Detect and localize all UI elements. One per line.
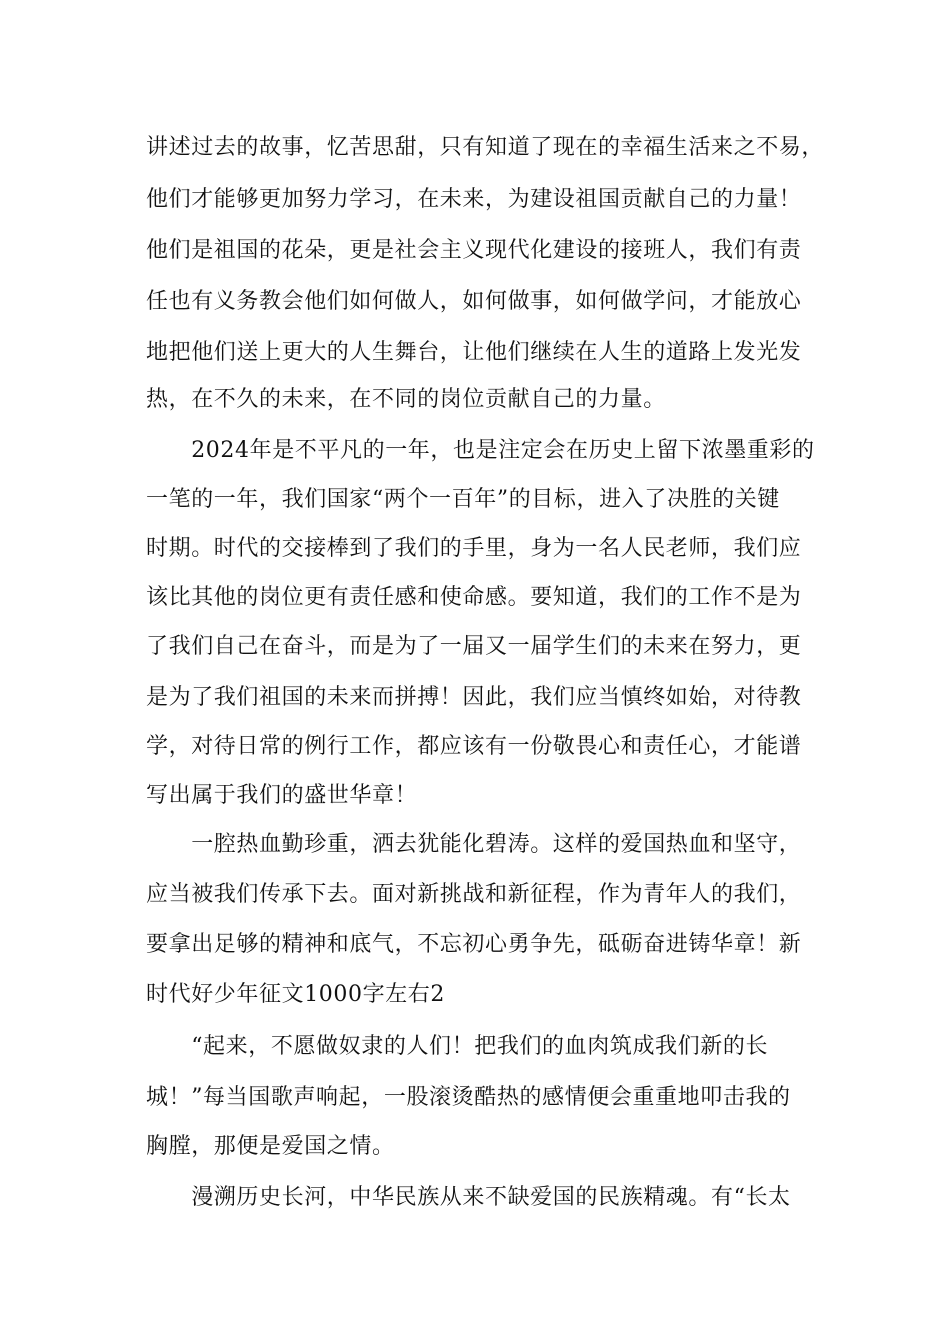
text-line: 任也有义务教会他们如何做人，如何做事，如何做学问，才能放心: [146, 289, 802, 314]
text-line: 漫溯历史长河，中华民族从来不缺爱国的民族精魂。有“长太: [146, 1185, 791, 1210]
text-line: 2024年是不平凡的一年，也是注定会在历史上留下浓墨重彩的: [146, 438, 815, 463]
text-line: 是为了我们祖国的未来而拼搏！因此，我们应当慎终如始，对待教: [146, 685, 802, 710]
text-line: 讲述过去的故事，忆苦思甜，只有知道了现在的幸福生活来之不易，: [146, 135, 825, 160]
text-line: 时期。时代的交接棒到了我们的手里，身为一名人民老师，我们应: [146, 536, 802, 561]
text-line: 他们是祖国的花朵，更是社会主义现代化建设的接班人，我们有责: [146, 238, 802, 263]
text-line: 要拿出足够的精神和底气，不忘初心勇争先，砥砺奋进铸华章！新: [146, 932, 802, 957]
text-line: 一腔热血勤珍重，洒去犹能化碧涛。这样的爱国热血和坚守，: [146, 832, 802, 857]
text-line: 一笔的一年，我们国家“两个一百年”的目标，进入了决胜的关键: [146, 487, 780, 512]
text-line: 他们才能够更加努力学习，在未来，为建设祖国贡献自己的力量！: [146, 187, 802, 212]
text-line: 胸膛，那便是爱国之情。: [146, 1134, 395, 1159]
text-line: 时代好少年征文1000字左右2: [146, 982, 445, 1007]
text-line: 城！”每当国歌声响起，一股滚烫酷热的感情便会重重地叩击我的: [146, 1085, 791, 1110]
text-line: 地把他们送上更大的人生舞台，让他们继续在人生的道路上发光发: [146, 340, 802, 365]
text-line: 写出属于我们的盛世华章！: [146, 783, 418, 808]
text-line: 应当被我们传承下去。面对新挑战和新征程，作为青年人的我们，: [146, 882, 802, 907]
text-line: 热，在不久的未来，在不同的岗位贡献自己的力量。: [146, 387, 666, 412]
text-line: 了我们自己在奋斗，而是为了一届又一届学生们的未来在努力，更: [146, 634, 802, 659]
text-line: 学，对待日常的例行工作，都应该有一份敬畏心和责任心，才能谱: [146, 734, 802, 759]
text-line: 该比其他的岗位更有责任感和使命感。要知道，我们的工作不是为: [146, 585, 802, 610]
text-line: “起来，不愿做奴隶的人们！把我们的血肉筑成我们新的长: [146, 1034, 769, 1059]
